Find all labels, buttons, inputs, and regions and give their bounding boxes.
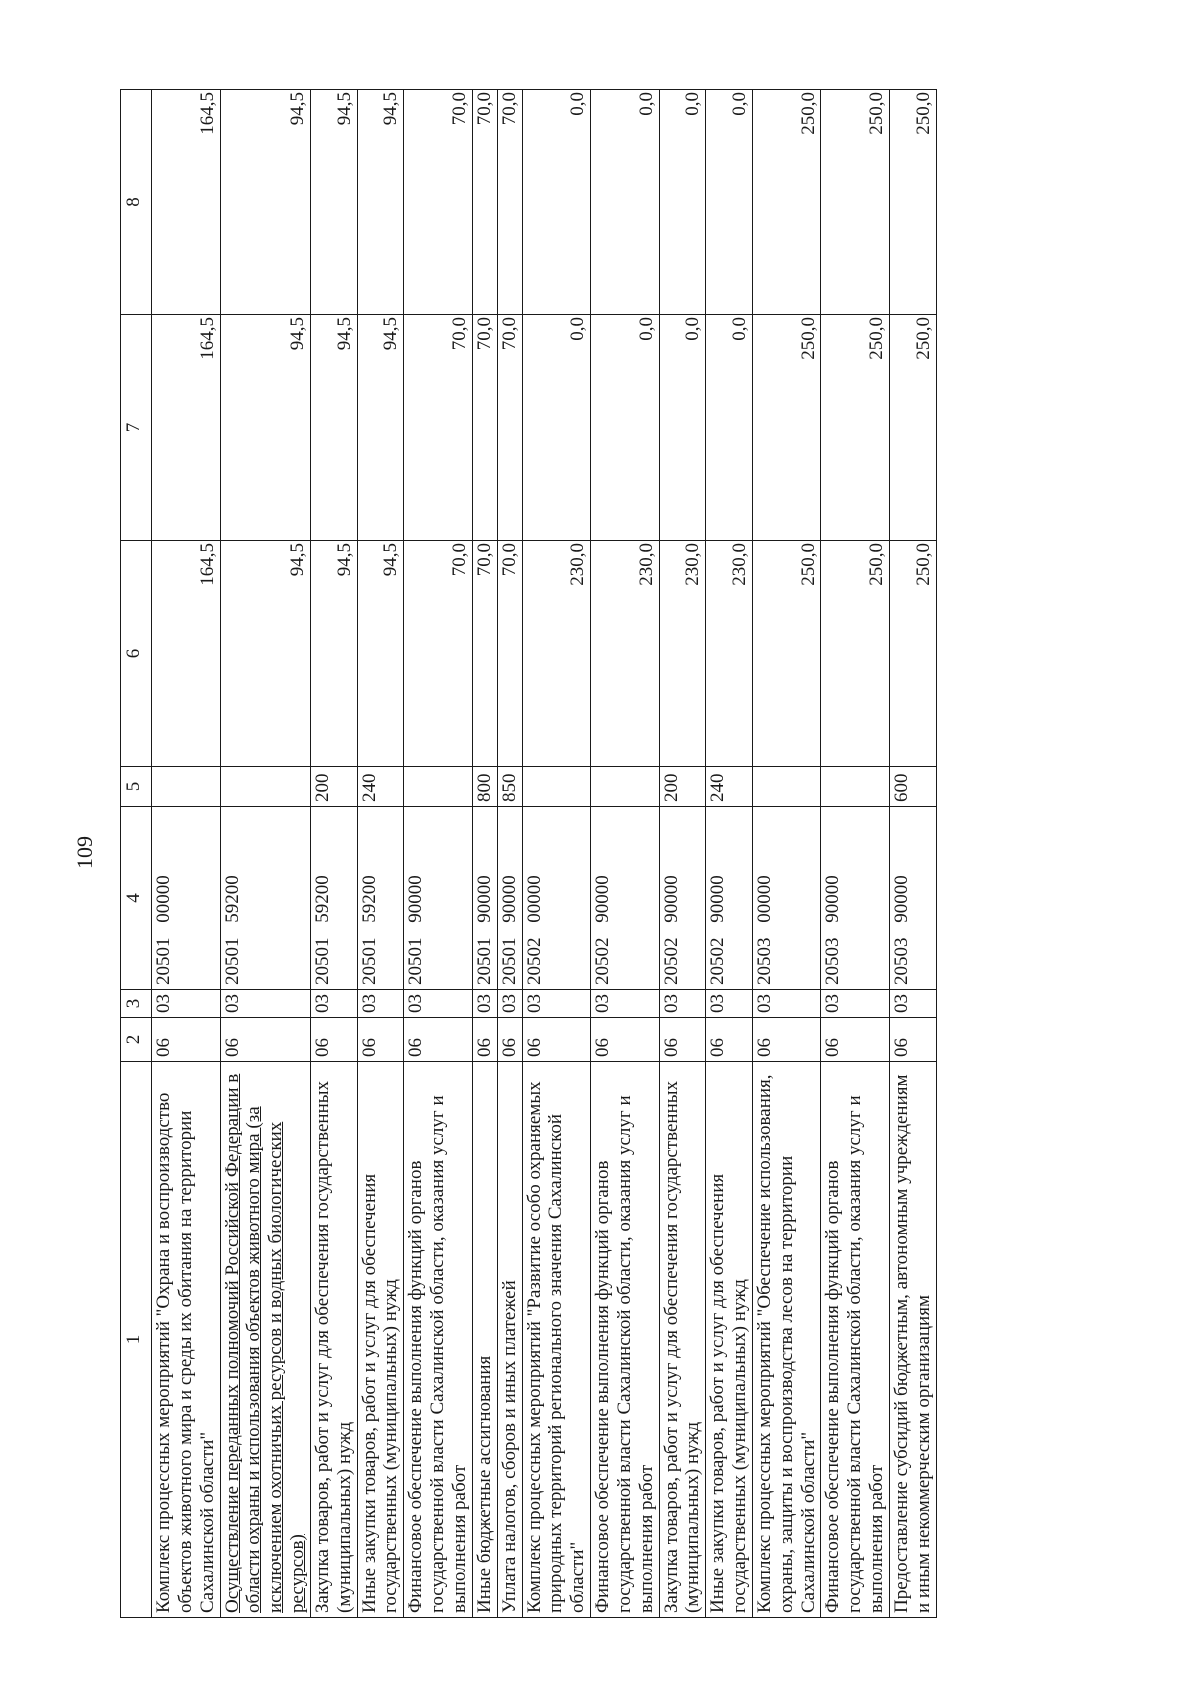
cell-target-article: 20502 90000 <box>659 807 706 990</box>
cell-section: 06 <box>706 1018 753 1062</box>
cell-section: 06 <box>220 1018 310 1062</box>
cell-amount-year3: 0,0 <box>706 90 753 315</box>
cell-target-article: 20501 59200 <box>220 807 310 990</box>
cell-amount-year3: 250,0 <box>752 90 821 315</box>
table-row <box>821 90 890 1618</box>
table-row <box>310 90 357 1618</box>
table-row <box>659 90 706 1618</box>
cell-target-article: 20501 90000 <box>497 807 522 990</box>
cell-amount-year1: 250,0 <box>890 541 937 767</box>
cell-section: 06 <box>890 1018 937 1062</box>
cell-amount-year1: 94,5 <box>220 541 310 767</box>
cell-subsection: 03 <box>659 990 706 1018</box>
cell-amount-year1: 94,5 <box>310 541 357 767</box>
cell-amount-year1: 70,0 <box>472 541 497 767</box>
cell-amount-year2: 70,0 <box>472 315 497 541</box>
cell-expense-type <box>220 767 310 807</box>
cell-expense-type: 200 <box>659 767 706 807</box>
cell-name: Осуществление переданных полномочий Российской Федерации в области охраны и использования объектов животного мира (за исключением охотничьих ресурсов и водных биологических ресурсов) <box>220 1062 310 1618</box>
cell-amount-year3: 164,5 <box>152 90 221 315</box>
cell-amount-year3: 70,0 <box>472 90 497 315</box>
cell-expense-type: 850 <box>497 767 522 807</box>
cell-target-article: 20502 90000 <box>706 807 753 990</box>
cell-amount-year2: 0,0 <box>706 315 753 541</box>
table-row <box>591 90 660 1618</box>
table-row <box>152 90 221 1618</box>
cell-subsection: 03 <box>310 990 357 1018</box>
cell-subsection: 03 <box>522 990 591 1018</box>
cell-subsection: 03 <box>357 990 404 1018</box>
cell-section: 06 <box>522 1018 591 1062</box>
cell-expense-type <box>821 767 890 807</box>
cell-amount-year3: 94,5 <box>357 90 404 315</box>
cell-expense-type <box>591 767 660 807</box>
cell-target-article: 20501 59200 <box>357 807 404 990</box>
column-header-6: 6 <box>121 541 152 767</box>
column-header-7: 7 <box>121 315 152 541</box>
cell-name: Закупка товаров, работ и услуг для обеспечения государственных (муниципальных) нужд <box>659 1062 706 1618</box>
cell-section: 06 <box>659 1018 706 1062</box>
cell-name: Комплекс процессных мероприятий "Охрана и воспроизводство объектов животного мира и среды их обитания на территории Сахалинской области" <box>152 1062 221 1618</box>
cell-amount-year1: 164,5 <box>152 541 221 767</box>
cell-section: 06 <box>404 1018 473 1062</box>
cell-target-article: 20502 90000 <box>591 807 660 990</box>
cell-amount-year1: 250,0 <box>821 541 890 767</box>
cell-amount-year1: 70,0 <box>404 541 473 767</box>
column-header-5: 5 <box>121 767 152 807</box>
cell-amount-year3: 70,0 <box>404 90 473 315</box>
cell-target-article: 20501 00000 <box>152 807 221 990</box>
column-header-3: 3 <box>121 990 152 1018</box>
cell-subsection: 03 <box>152 990 221 1018</box>
cell-target-article: 20503 90000 <box>890 807 937 990</box>
cell-amount-year3: 250,0 <box>821 90 890 315</box>
cell-expense-type: 800 <box>472 767 497 807</box>
cell-expense-type <box>752 767 821 807</box>
cell-section: 06 <box>591 1018 660 1062</box>
cell-amount-year3: 0,0 <box>591 90 660 315</box>
table-row <box>706 90 753 1618</box>
cell-name: Закупка товаров, работ и услуг для обеспечения государственных (муниципальных) нужд <box>310 1062 357 1618</box>
cell-expense-type <box>404 767 473 807</box>
cell-section: 06 <box>472 1018 497 1062</box>
cell-amount-year2: 94,5 <box>310 315 357 541</box>
cell-section: 06 <box>357 1018 404 1062</box>
column-header-1: 1 <box>121 1062 152 1618</box>
table-row <box>404 90 473 1618</box>
cell-section: 06 <box>310 1018 357 1062</box>
column-header-2: 2 <box>121 1018 152 1062</box>
cell-amount-year2: 250,0 <box>821 315 890 541</box>
cell-amount-year1: 230,0 <box>591 541 660 767</box>
cell-amount-year2: 0,0 <box>591 315 660 541</box>
cell-subsection: 03 <box>706 990 753 1018</box>
cell-amount-year3: 70,0 <box>497 90 522 315</box>
table-row <box>472 90 497 1618</box>
cell-expense-type: 600 <box>890 767 937 807</box>
cell-section: 06 <box>152 1018 221 1062</box>
table-row <box>497 90 522 1618</box>
cell-expense-type: 200 <box>310 767 357 807</box>
cell-target-article: 20501 90000 <box>472 807 497 990</box>
cell-section: 06 <box>497 1018 522 1062</box>
table-row <box>890 90 937 1618</box>
cell-amount-year1: 250,0 <box>752 541 821 767</box>
cell-target-article: 20502 00000 <box>522 807 591 990</box>
cell-target-article: 20503 00000 <box>752 807 821 990</box>
cell-target-article: 20503 90000 <box>821 807 890 990</box>
cell-subsection: 03 <box>472 990 497 1018</box>
budget-table <box>120 89 937 1618</box>
cell-section: 06 <box>821 1018 890 1062</box>
cell-name: Комплекс процессных мероприятий "Развитие особо охраняемых природных территорий регионального значения Сахалинской области" <box>522 1062 591 1618</box>
cell-amount-year2: 70,0 <box>497 315 522 541</box>
cell-expense-type: 240 <box>706 767 753 807</box>
cell-amount-year2: 94,5 <box>220 315 310 541</box>
cell-name: Финансовое обеспечение выполнения функций органов государственной власти Сахалинской области, оказания услуг и выполнения работ <box>404 1062 473 1618</box>
cell-amount-year3: 94,5 <box>220 90 310 315</box>
cell-amount-year1: 70,0 <box>497 541 522 767</box>
cell-amount-year2: 164,5 <box>152 315 221 541</box>
cell-amount-year2: 70,0 <box>404 315 473 541</box>
cell-name: Уплата налогов, сборов и иных платежей <box>497 1062 522 1618</box>
cell-amount-year1: 230,0 <box>522 541 591 767</box>
cell-name: Иные бюджетные ассигнования <box>472 1062 497 1618</box>
cell-name: Иные закупки товаров, работ и услуг для обеспечения государственных (муниципальных) нужд <box>706 1062 753 1618</box>
header-row <box>121 90 152 1618</box>
cell-amount-year2: 0,0 <box>659 315 706 541</box>
table-row <box>357 90 404 1618</box>
cell-subsection: 03 <box>821 990 890 1018</box>
cell-amount-year2: 94,5 <box>357 315 404 541</box>
cell-amount-year1: 230,0 <box>706 541 753 767</box>
table-row <box>752 90 821 1618</box>
cell-amount-year1: 94,5 <box>357 541 404 767</box>
cell-target-article: 20501 90000 <box>404 807 473 990</box>
cell-amount-year2: 250,0 <box>890 315 937 541</box>
document-page <box>20 85 1120 1620</box>
cell-subsection: 03 <box>752 990 821 1018</box>
cell-name: Финансовое обеспечение выполнения функций органов государственной власти Сахалинской области, оказания услуг и выполнения работ <box>591 1062 660 1618</box>
table-row <box>522 90 591 1618</box>
cell-name: Иные закупки товаров, работ и услуг для обеспечения государственных (муниципальных) нужд <box>357 1062 404 1618</box>
cell-subsection: 03 <box>591 990 660 1018</box>
cell-amount-year3: 94,5 <box>310 90 357 315</box>
cell-amount-year3: 0,0 <box>522 90 591 315</box>
cell-subsection: 03 <box>220 990 310 1018</box>
cell-target-article: 20501 59200 <box>310 807 357 990</box>
table-row <box>220 90 310 1618</box>
cell-expense-type <box>152 767 221 807</box>
column-header-8: 8 <box>121 90 152 315</box>
page-number: 109 <box>72 836 97 869</box>
cell-subsection: 03 <box>497 990 522 1018</box>
cell-name: Комплекс процессных мероприятий "Обеспечение использования, охраны, защиты и воспроизводства лесов на территории Сахалинской области" <box>752 1062 821 1618</box>
cell-subsection: 03 <box>404 990 473 1018</box>
cell-expense-type <box>522 767 591 807</box>
cell-amount-year3: 250,0 <box>890 90 937 315</box>
cell-amount-year2: 0,0 <box>522 315 591 541</box>
cell-name: Предоставление субсидий бюджетным, автономным учреждениям и иным некоммерческим организациям <box>890 1062 937 1618</box>
cell-amount-year3: 0,0 <box>659 90 706 315</box>
cell-name: Финансовое обеспечение выполнения функций органов государственной власти Сахалинской области, оказания услуг и выполнения работ <box>821 1062 890 1618</box>
cell-amount-year2: 250,0 <box>752 315 821 541</box>
cell-amount-year1: 230,0 <box>659 541 706 767</box>
column-header-4: 4 <box>121 807 152 990</box>
cell-subsection: 03 <box>890 990 937 1018</box>
cell-section: 06 <box>752 1018 821 1062</box>
cell-expense-type: 240 <box>357 767 404 807</box>
